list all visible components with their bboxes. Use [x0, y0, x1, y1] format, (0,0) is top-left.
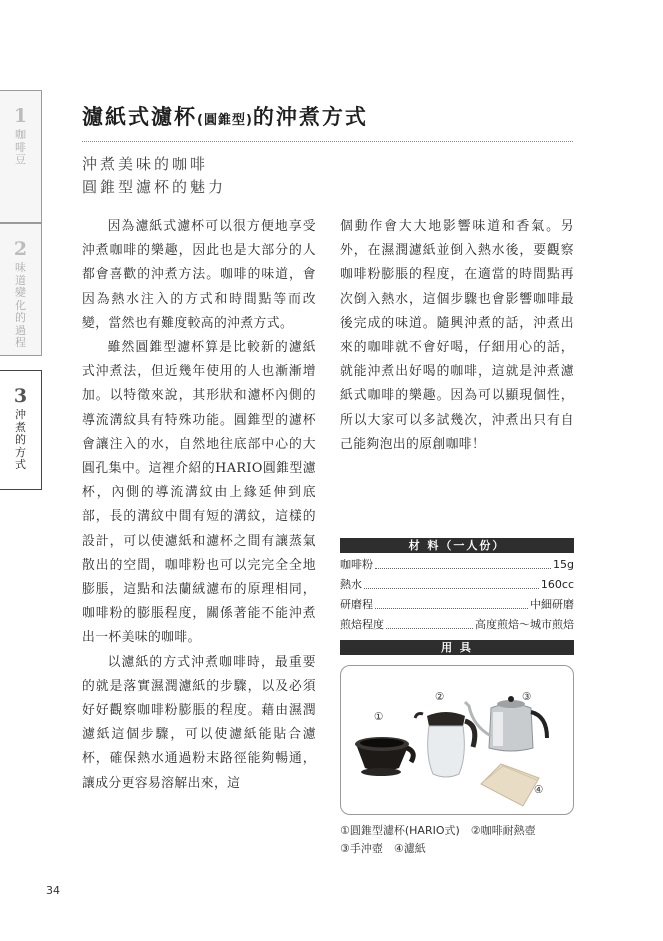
tools-caption-line-2: ③手沖壺 ④濾紙: [340, 842, 426, 855]
title-paren: (圓錐型): [197, 113, 253, 128]
page-title: [82, 101, 368, 131]
page-number: 34: [46, 884, 60, 897]
body-paragraph-continued: 個動作會大大地影響味道和香氣。另外，在濕潤濾紙並倒入熱水後，要觀察咖啡粉膨脹的程度，在適當的時間點再次倒入熱水，這個步驟也會影響咖啡最後完成的味道。隨興沖煮的話，沖煮出來的咖啡就不會好喝，仔細用心的話，就能沖煮出好喝的咖啡，這就是沖煮濾紙式咖啡的樂趣。因為可以顯現個性，所以大家可以多試幾次，沖煮出只有自己能夠泡出的原創咖啡！: [340, 219, 574, 452]
marker-1: ①: [374, 711, 384, 723]
ingredient-value: 高度煎焙～城市煎焙: [475, 618, 574, 631]
side-tab-3[interactable]: [0, 370, 42, 490]
body-paragraph-3: 以濾紙的方式沖煮咖啡時，最重要的就是落實濕潤濾紙的步驟，以及必須好好觀察咖啡粉膨脹的程度。藉由濕潤濾紙這個步驟，可以使濾紙能貼合濾杯，確保熱水通過粉末路徑能夠暢通，讓成分更容易溶解出來，這: [82, 654, 316, 791]
title-tail: 的沖煮方式: [252, 105, 368, 129]
ingredient-row: [340, 576, 574, 594]
tools-illustration: [341, 666, 573, 814]
body-paragraph-1: 因為濾紙式濾杯可以很方便地享受沖煮咖啡的樂趣，因此也是大部分的人都會喜歡的沖煮方法。咖啡的味道，會因為熱水注入的方式和時間點等而改變，當然也有難度較高的沖煮方式。: [82, 219, 316, 331]
side-tab-number: 1: [13, 105, 28, 127]
subtitle-line-1: 沖煮美味的咖啡: [82, 155, 209, 173]
ingredient-name: 咖啡粉: [340, 558, 373, 571]
body-column-left: [82, 215, 316, 796]
ingredient-value: 中細研磨: [530, 598, 574, 611]
tools-caption-line-1: ①圓錐型濾杯(HARIO式) ②咖啡耐熱壺: [340, 824, 536, 837]
ingredient-value: 15g: [553, 558, 574, 571]
title-divider: [82, 141, 573, 142]
ingredient-name: 熱水: [340, 578, 362, 591]
tools-photo: [340, 665, 574, 815]
ingredients-heading: 材 料（一人份）: [340, 538, 574, 553]
marker-4: ④: [534, 784, 544, 796]
side-tab-label: 咖啡豆: [15, 128, 26, 166]
side-tab-2[interactable]: [0, 223, 42, 356]
paper-filter-image: [481, 764, 539, 806]
title-main: 濾紙式濾杯: [82, 105, 197, 129]
dripper-image: [355, 737, 413, 776]
side-tab-1[interactable]: [0, 90, 42, 223]
ingredient-row: [340, 596, 574, 614]
side-tab-label: 味道變化的過程: [15, 261, 26, 349]
ingredient-row: [340, 616, 574, 634]
body-paragraph-2: 雖然圓錐型濾杯算是比較新的濾紙式沖煮法，但近幾年使用的人也漸漸增加。以特徵來說，其形狀和濾杯內側的導流溝紋具有特殊功能。圓錐型的濾杯會讓注入的水，自然地往底部中心的大圓孔集中。這裡介紹的HARIO圓錐型濾杯，內側的導流溝紋由上緣延伸到底部，長的溝紋中間有短的溝紋，這樣的設計，可以使濾紙和濾杯之間有讓蒸氣散出的空間，咖啡粉也可以完完全全地膨脹，這點和法蘭絨濾布的原理相同，咖啡粉的膨脹程度，關係著能不能沖煮出一杯美味的咖啡。: [82, 340, 316, 646]
side-tab-label: 沖煮的方式: [15, 408, 26, 471]
ingredient-row: [340, 556, 574, 574]
body-column-right: [340, 215, 574, 457]
ingredient-name: 研磨程: [340, 598, 373, 611]
kettle-image: [465, 696, 547, 751]
side-tab-number: 2: [13, 238, 28, 260]
ingredient-name: 煎焙程度: [340, 618, 384, 631]
ingredient-value: 160cc: [540, 578, 574, 591]
side-tab-number: 3: [13, 385, 28, 407]
subtitle-line-2: 圓錐型濾杯的魅力: [82, 178, 227, 196]
tools-heading: 用 具: [340, 640, 574, 655]
marker-3: ③: [522, 691, 532, 703]
server-pot-image: [415, 712, 475, 777]
marker-2: ②: [435, 691, 445, 703]
